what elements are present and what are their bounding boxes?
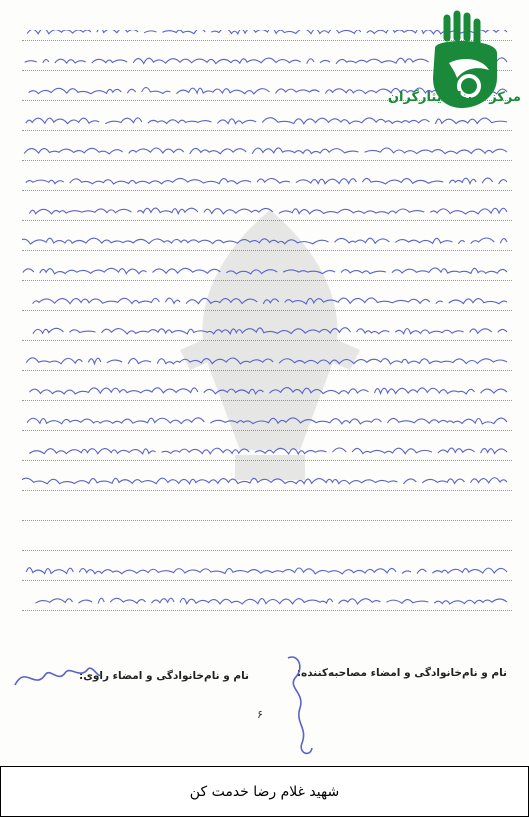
interviewer-label: نام و نام‌خانوادگی و امضاء مصاحبه‌کننده: (296, 667, 507, 679)
handwriting-line (30, 208, 508, 214)
handwriting-line (22, 178, 507, 184)
handwriting-line (26, 358, 507, 364)
handwriting-line (23, 268, 507, 274)
narrator-signature (10, 655, 105, 695)
handwriting-line (22, 478, 507, 484)
handwriting-line (22, 238, 507, 244)
handwriting-line (29, 448, 507, 454)
logo-text: مرکز اسناد ایثارگران (387, 90, 521, 105)
caption-text: شهید غلام رضا خدمت کن (189, 783, 340, 800)
handwriting-line (27, 328, 507, 334)
handwriting-line (27, 298, 507, 304)
handwriting-line (27, 418, 507, 424)
page-number: ۶ (257, 708, 263, 721)
narrator-label: نام و نام‌خانوادگی و امضاء راوی: (79, 670, 249, 682)
handwriting-line (24, 388, 508, 394)
interviewer-signature (280, 648, 320, 763)
handwriting-line (26, 568, 507, 574)
handwritten-text (22, 30, 512, 650)
handwriting-line (26, 118, 507, 124)
caption-box (0, 766, 529, 817)
handwriting-line (24, 148, 507, 154)
handwriting-line (30, 598, 508, 604)
